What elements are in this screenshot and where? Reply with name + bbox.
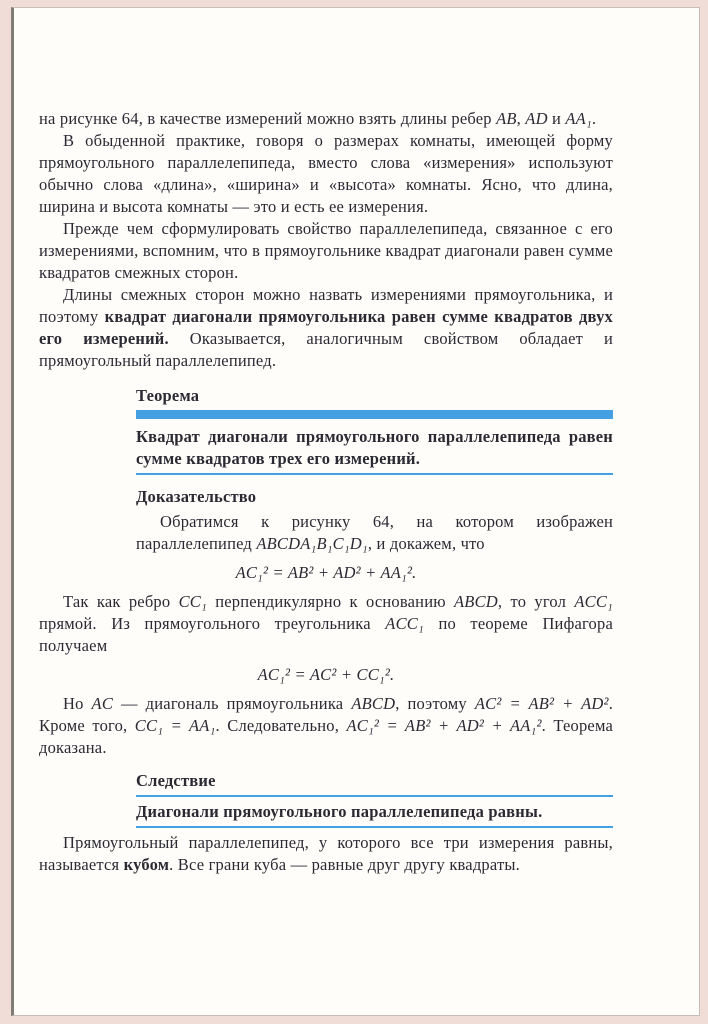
- blue-rule-thin: [136, 473, 613, 475]
- proof-paragraph-1: Обратимся к рисунку 64, на котором изображен параллелепипед ABCDA₁B₁C₁D₁, и докажем, что: [136, 512, 613, 553]
- paragraph-cube-definition: Прямоугольный параллелепипед, у которого все три измерения равны, называется кубом. Все грани куба — равные друг другу квадраты.: [39, 833, 613, 874]
- proof-heading: Доказательство: [136, 487, 257, 506]
- proof-paragraph-2: Так как ребро CC₁ перпендикулярно к основанию ABCD, то угол ACC₁ прямой. Из прямоугольного треугольника ACC₁ по теореме Пифагора получаем: [39, 592, 613, 655]
- corollary-statement: Диагонали прямоугольного параллелепипеда равны.: [136, 802, 543, 821]
- text-column: [39, 108, 613, 876]
- paragraph-measurements-intro: на рисунке 64, в качестве измерений можно взять длины ребер AB, AD и AA₁.: [39, 109, 597, 128]
- proof-paragraph-3: Но AC — диагональ прямоугольника ABCD, поэтому AC² = AB² + AD². Кроме того, CC₁ = AA₁. Следовательно, AC₁² = AB² + AD² + AA₁². Теорема доказана.: [39, 694, 614, 757]
- paragraph-everyday-practice: В обыденной практике, говоря о размерах комнаты, имеющей форму прямоугольного параллелепипеда, вместо слова «измерения» используют обычно слова «длина», «ширина» и «высота» комнаты. Ясно, что длина, ширина и высота комнаты — это и есть ее измерения.: [39, 131, 613, 216]
- blue-rule-thick: [136, 410, 613, 419]
- formula-diagonal-three-squares: AC₁² = AB² + AD² + AA₁².: [235, 563, 417, 582]
- theorem-heading: Теорема: [136, 386, 200, 405]
- formula-pythagoras: AC₁² = AC² + CC₁².: [257, 665, 395, 684]
- theorem-block: [136, 385, 613, 475]
- theorem-statement: Квадрат диагонали прямоугольного параллелепипеда равен сумме квадратов трех его измерений.: [136, 427, 613, 468]
- blue-rule-thin: [136, 795, 613, 797]
- paragraph-recall-rectangle: Прежде чем сформулировать свойство параллелепипеда, связанное с его измерениями, вспомним, что в прямоугольнике квадрат диагонали равен сумме квадратов смежных сторон.: [39, 219, 613, 282]
- blue-rule-thin: [136, 826, 613, 828]
- corollary-block: [136, 770, 613, 828]
- paragraph-dimensions-property: Длины смежных сторон можно назвать измерениями прямоугольника, и поэтому квадрат диагонали прямоугольника равен сумме квадратов двух его измерений. Оказывается, аналогичным свойством обладает и прямоугольный параллелепипед.: [39, 285, 614, 370]
- proof-block: [136, 486, 613, 555]
- corollary-heading: Следствие: [136, 771, 216, 790]
- textbook-page: [11, 7, 700, 1016]
